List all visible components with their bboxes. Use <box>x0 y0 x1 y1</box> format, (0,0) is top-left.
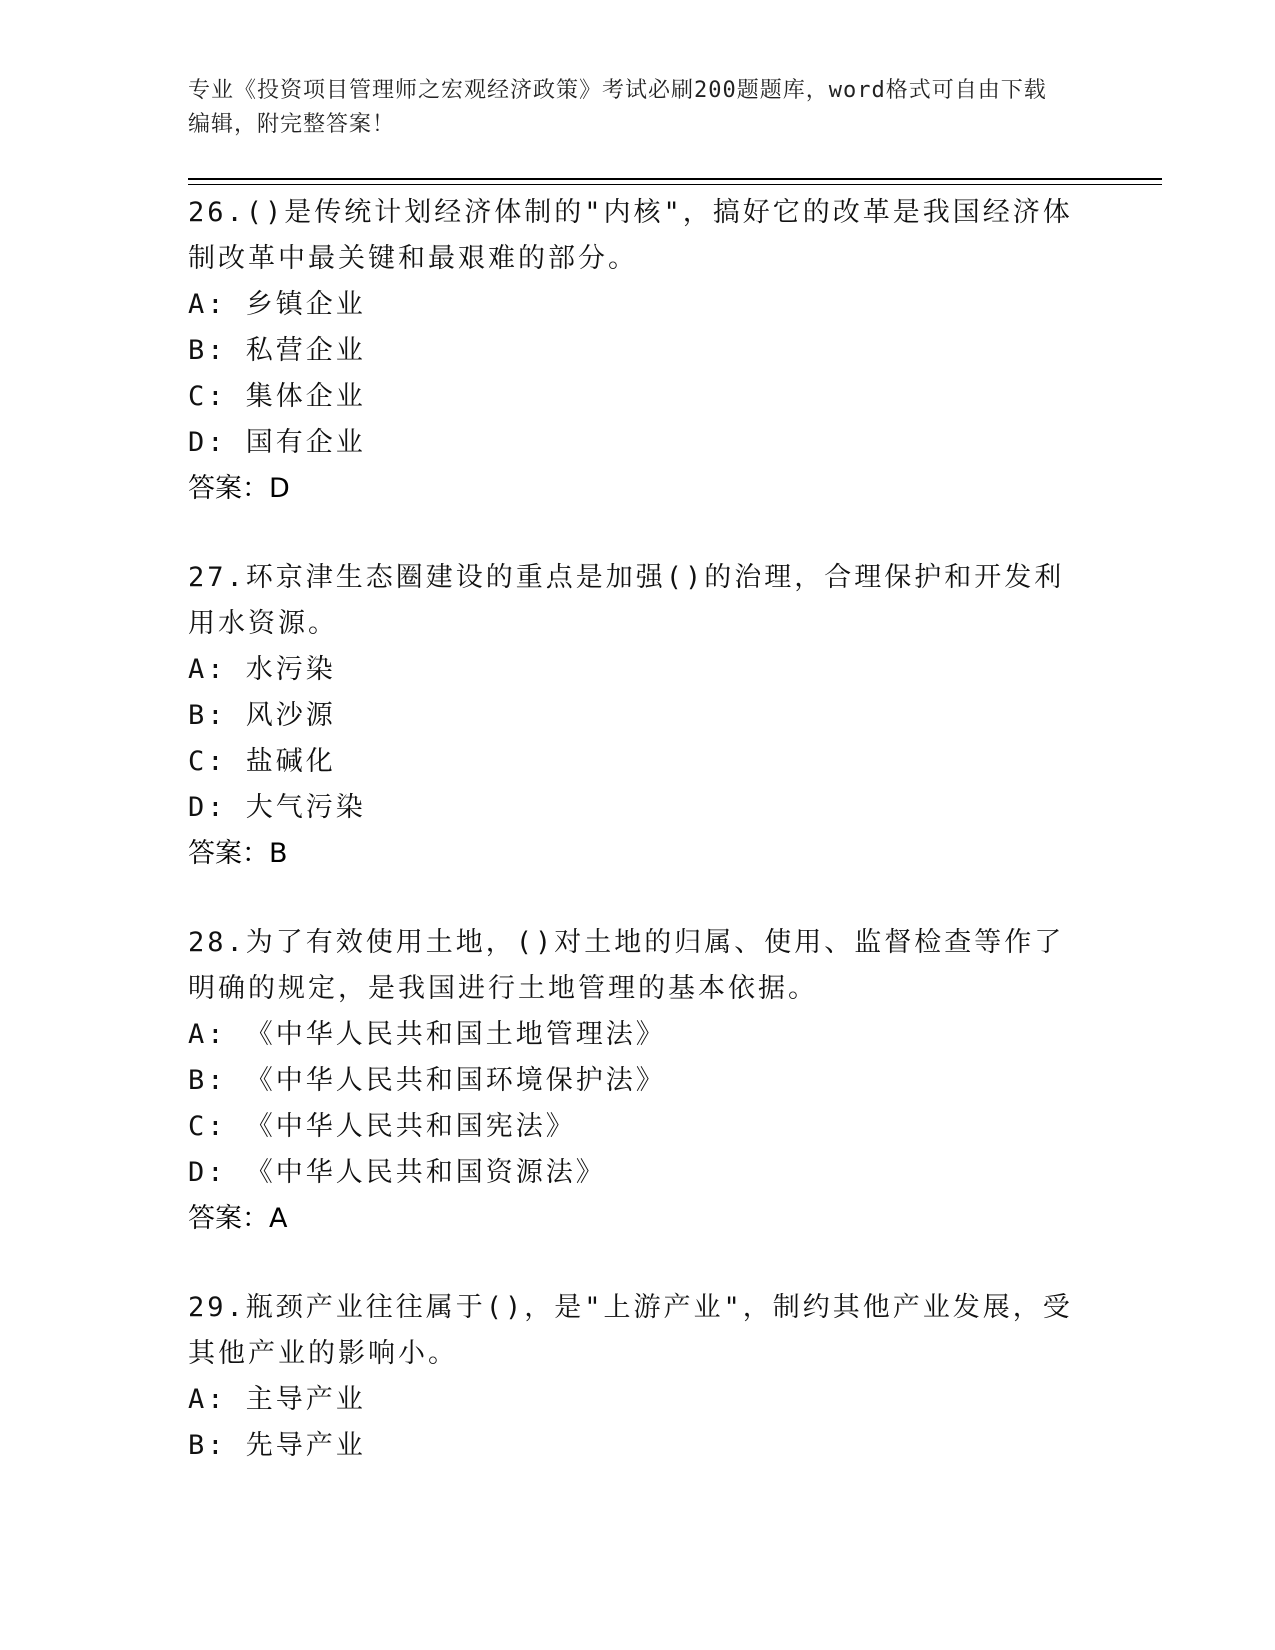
option-d: D: 国有企业 <box>188 427 366 458</box>
option-b: B: 风沙源 <box>188 700 336 731</box>
question-28 <box>188 920 1088 1242</box>
option-a: A: 主导产业 <box>188 1384 366 1415</box>
question-29 <box>188 1285 1088 1469</box>
answer: 答案：A <box>188 1203 288 1234</box>
option-b: B: 《中华人民共和国环境保护法》 <box>188 1065 666 1096</box>
document-header: 专业《投资项目管理师之宏观经济政策》考试必刷200题题库，word格式可自由下载编辑，附完整答案！ <box>188 78 1047 137</box>
option-a: A: 《中华人民共和国土地管理法》 <box>188 1019 666 1050</box>
answer: 答案：D <box>188 473 290 504</box>
option-c: C: 集体企业 <box>188 381 366 412</box>
option-a: A: 乡镇企业 <box>188 289 366 320</box>
option-b: B: 私营企业 <box>188 335 366 366</box>
option-b: B: 先导产业 <box>188 1430 366 1461</box>
question-stem: 28.为了有效使用土地，()对土地的归属、使用、监督检查等作了明确的规定，是我国进行土地管理的基本依据。 <box>188 927 1065 1004</box>
option-d: D: 大气污染 <box>188 792 366 823</box>
header-divider-thick <box>188 178 1162 180</box>
answer: 答案：B <box>188 838 288 869</box>
question-stem: 27.环京津生态圈建设的重点是加强()的治理，合理保护和开发利用水资源。 <box>188 562 1065 639</box>
header-divider-thin <box>188 184 1162 185</box>
question-list <box>188 190 1088 1512</box>
option-c: C: 盐碱化 <box>188 746 336 777</box>
question-stem: 26.()是传统计划经济体制的"内核"，搞好它的改革是我国经济体制改革中最关键和最艰难的部分。 <box>188 197 1073 274</box>
option-a: A: 水污染 <box>188 654 336 685</box>
question-stem: 29.瓶颈产业往往属于()，是"上游产业"，制约其他产业发展，受其他产业的影响小。 <box>188 1292 1073 1369</box>
question-26 <box>188 190 1088 512</box>
question-27 <box>188 555 1088 877</box>
option-d: D: 《中华人民共和国资源法》 <box>188 1157 606 1188</box>
option-c: C: 《中华人民共和国宪法》 <box>188 1111 576 1142</box>
